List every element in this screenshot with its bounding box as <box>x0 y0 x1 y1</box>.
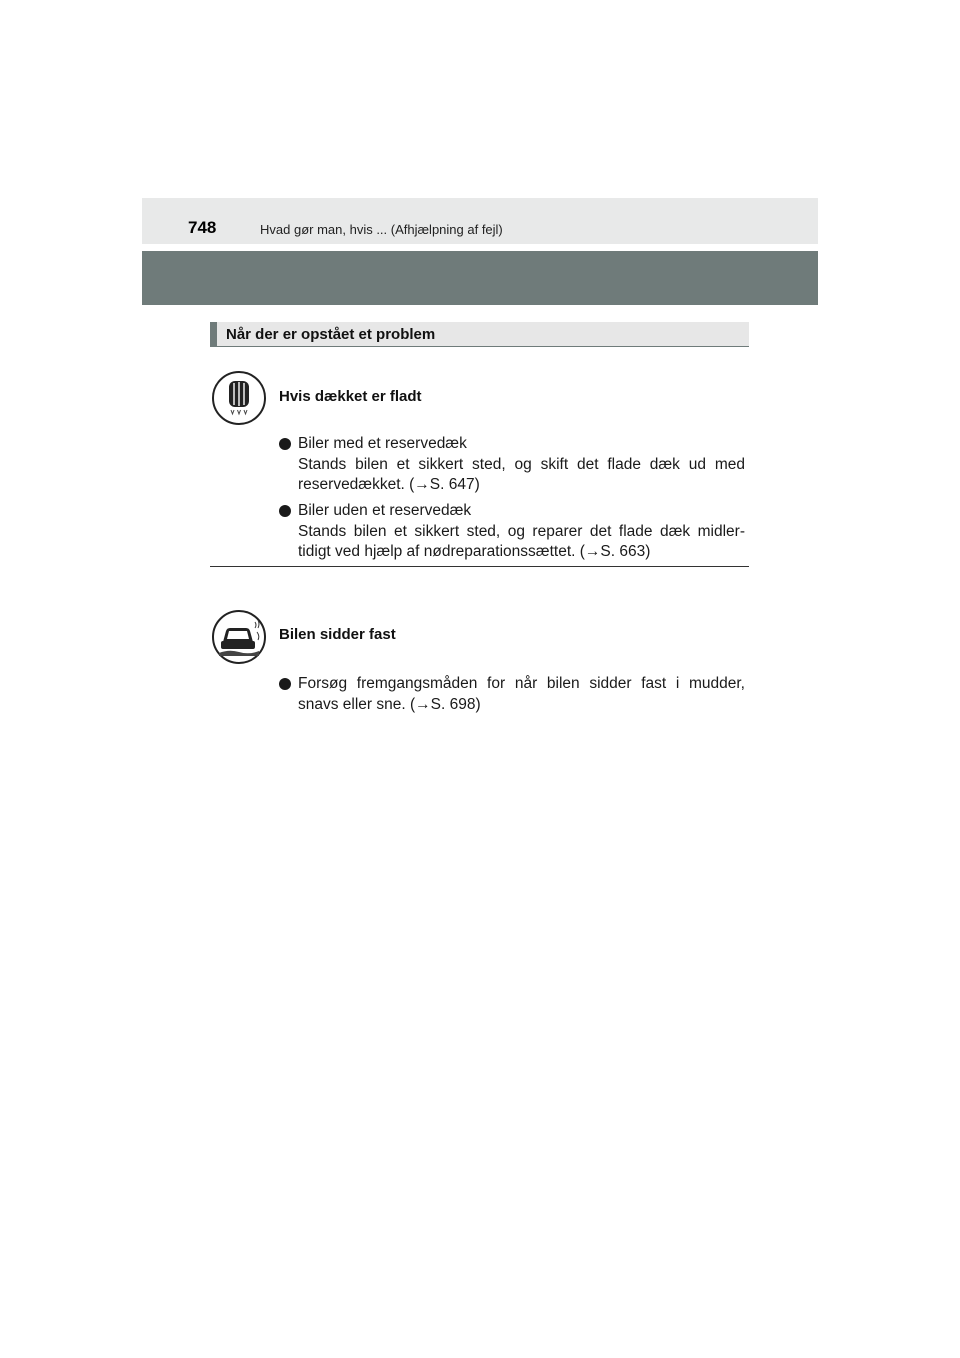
heading-accent <box>210 322 217 346</box>
bullet-text: Stands bilen et sikkert sted, og reparer det flade dæk midler- <box>298 522 745 540</box>
bullet-text: snavs eller sne. (→S. 698) <box>298 695 481 713</box>
flat-tire-icon <box>212 371 266 425</box>
stuck-heading: Bilen sidder fast <box>279 626 396 643</box>
bullet-dot <box>279 678 291 690</box>
list-item <box>279 501 745 563</box>
section-heading <box>210 322 749 347</box>
bullet-dot <box>279 438 291 450</box>
section-divider <box>210 566 749 567</box>
page-number: 748 <box>188 218 217 237</box>
list-item <box>279 434 745 496</box>
bullet-title: Biler uden et reservedæk <box>298 502 472 519</box>
bullet-text: Forsøg fremgangsmåden for når bilen sidder fast i mudder, <box>298 675 745 692</box>
header-band <box>142 251 818 305</box>
bullet-text: tidigt ved hjælp af nødreparationssættet. (→S. 663) <box>298 543 651 560</box>
chapter-title: Hvad gør man, hvis ... (Afhjælpning af fejl) <box>260 222 503 237</box>
bullet-text: Stands bilen et sikkert sted, og skift det flade dæk ud med <box>298 455 745 473</box>
stuck-car-icon <box>212 610 266 664</box>
section-heading-text: Når der er opstået et problem <box>226 326 436 343</box>
bullet-dot <box>279 505 291 517</box>
list-item <box>279 674 745 715</box>
page-header <box>142 198 818 244</box>
flat-tire-heading: Hvis dækket er fladt <box>279 388 422 405</box>
bullet-title: Biler med et reservedæk <box>298 435 467 452</box>
bullet-text: reservedækket. (→S. 647) <box>298 476 480 493</box>
